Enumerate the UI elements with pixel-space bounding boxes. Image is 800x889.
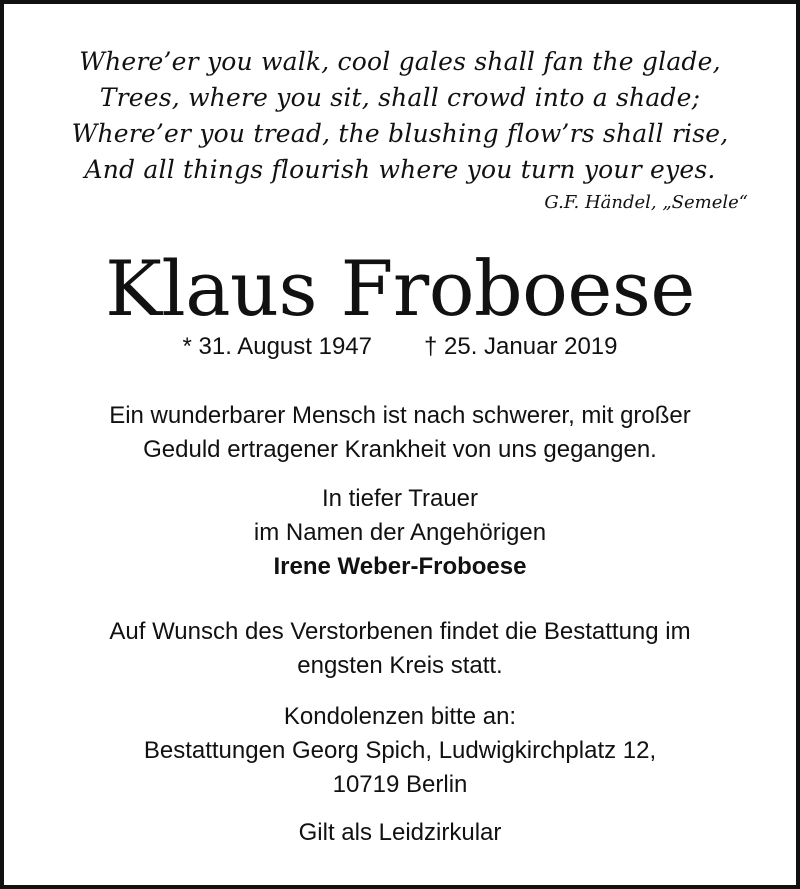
- poem-line: Where’er you tread, the blushing flow’rs shall rise,: [71, 119, 729, 148]
- memorial-message: [4, 399, 796, 467]
- poem-quote: [4, 44, 796, 188]
- poem-line: Trees, where you sit, shall crowd into a shade;: [99, 83, 701, 112]
- condolence-line: Bestattungen Georg Spich, Ludwigkirchplatz 12,: [143, 737, 657, 764]
- poem-line: Where’er you walk, cool gales shall fan the glade,: [79, 47, 721, 76]
- closing-note: Gilt als Leidzirkular: [298, 819, 502, 846]
- mourning-line: im Namen der Angehörigen: [253, 519, 547, 546]
- burial-line: Auf Wunsch des Verstorbenen findet die Bestattung im: [109, 618, 691, 645]
- mourning-line: In tiefer Trauer: [321, 485, 479, 512]
- condolence-address: [4, 700, 796, 802]
- message-line: Geduld ertragener Krankheit von uns gegangen.: [143, 436, 657, 463]
- birth-date: * 31. August 1947: [182, 333, 372, 360]
- condolence-line: Kondolenzen bitte an:: [283, 703, 517, 730]
- burial-line: engsten Kreis statt.: [297, 652, 503, 679]
- quote-attribution: G.F. Händel, „Semele“: [544, 192, 748, 213]
- burial-note: [4, 615, 796, 683]
- life-dates: [4, 330, 796, 364]
- deceased-name: Klaus Froboese: [105, 244, 695, 333]
- message-line: Ein wunderbarer Mensch ist nach schwerer, mit großer: [109, 402, 691, 429]
- poem-line: And all things flourish where you turn your eyes.: [84, 155, 716, 184]
- mourning-signature: [4, 482, 796, 584]
- death-date: † 25. Januar 2019: [424, 333, 618, 360]
- condolence-line: 10719 Berlin: [332, 771, 468, 798]
- signer-name: Irene Weber-Froboese: [273, 553, 527, 580]
